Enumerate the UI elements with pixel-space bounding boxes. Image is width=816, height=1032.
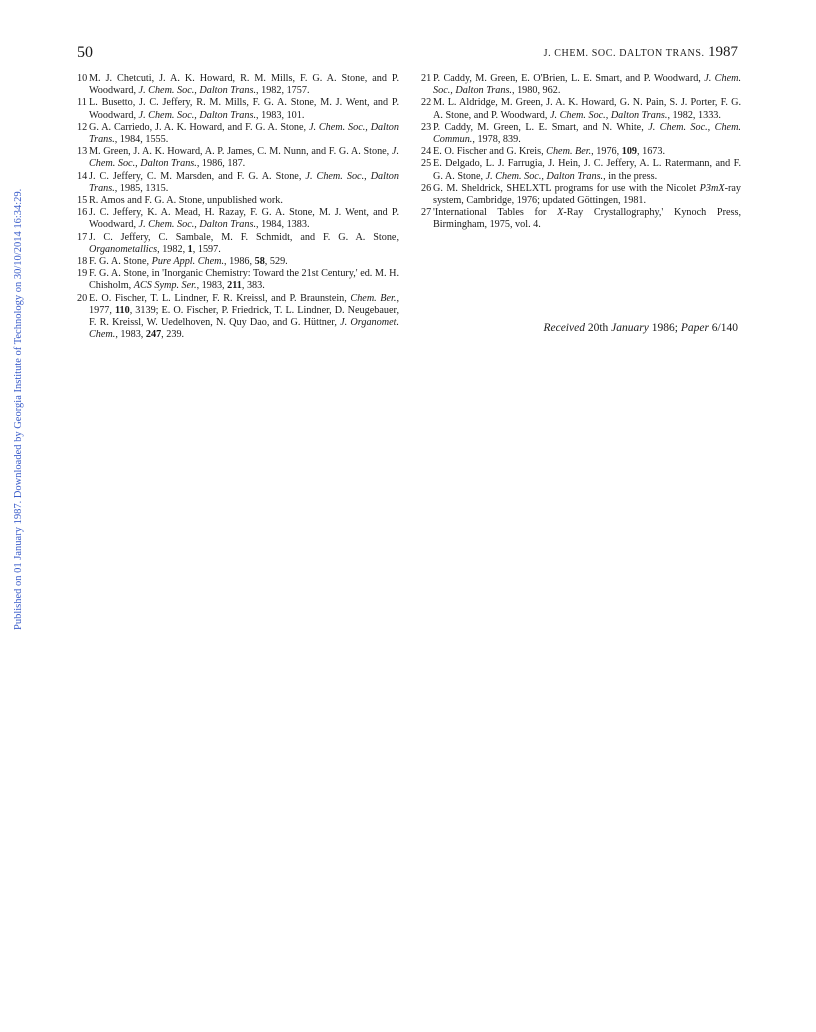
reference-volume: 211 xyxy=(227,280,242,292)
reference-number: 19 xyxy=(77,268,88,280)
reference-authors: J. C. Jeffery, C. Sambale, M. F. Schmidt, and F. G. A. Stone, xyxy=(89,231,399,243)
reference-item xyxy=(77,207,399,231)
reference-journal: J. Chem. Soc., Dalton Trans. xyxy=(89,146,399,170)
reference-number: 22 xyxy=(421,97,432,109)
reference-authors: 'International Tables for xyxy=(433,207,558,219)
reference-details: , 239. xyxy=(161,329,185,341)
reference-authors: J. C. Jeffery, K. A. Mead, H. Razay, F. G. A. Stone, M. J. Went, and P. Woodward, xyxy=(89,207,399,231)
reference-number: 15 xyxy=(77,195,88,207)
reference-item xyxy=(77,232,399,256)
reference-journal: J. Chem. Soc., Chem. Commun. xyxy=(433,121,741,146)
reference-details: -ray system, Cambridge, 1976; updated Göttingen, 1981. xyxy=(433,182,741,207)
paper-id: 6/140 xyxy=(711,322,738,334)
reference-number: 26 xyxy=(421,182,432,194)
reference-details: , 1983, xyxy=(115,329,146,341)
reference-number: 12 xyxy=(77,121,88,133)
reference-journal: J. Chem. Soc., Dalton Trans. xyxy=(89,121,399,146)
reference-italic: X xyxy=(718,182,725,194)
reference-item xyxy=(421,73,741,97)
reference-item xyxy=(421,207,741,231)
reference-journal: J. Organomet. Chem. xyxy=(89,317,399,341)
reference-item xyxy=(421,146,741,158)
reference-details: , 1978, 839. xyxy=(472,134,521,146)
reference-number: 16 xyxy=(77,207,88,219)
reference-details: , 1673. xyxy=(637,146,666,158)
reference-item xyxy=(77,97,399,121)
reference-item xyxy=(77,171,399,195)
reference-authors: G. A. Carriedo, J. A. K. Howard, and F. G. A. Stone, xyxy=(89,121,309,133)
reference-journal: ACS Symp. Ser. xyxy=(133,280,197,292)
reference-item xyxy=(421,158,741,182)
reference-item xyxy=(421,97,741,121)
reference-journal: P3m xyxy=(699,182,719,194)
reference-journal: J. Chem. Soc., Dalton Trans. xyxy=(138,219,256,231)
reference-volume: 110 xyxy=(114,304,130,316)
reference-authors: L. Busetto, J. C. Jeffery, R. M. Mills, F. G. A. Stone, M. J. Went, and P. Woodward, xyxy=(89,97,399,121)
reference-authors: E. O. Fischer and G. Kreis, xyxy=(433,146,547,158)
reference-number: 13 xyxy=(77,146,88,158)
reference-authors: M. Green, J. A. K. Howard, A. P. James, C. M. Nunn, and F. G. A. Stone, xyxy=(89,146,392,158)
reference-number: 10 xyxy=(77,73,88,84)
reference-volume: 247 xyxy=(145,329,162,341)
reference-details: , 1982, xyxy=(157,243,188,255)
reference-details: , 1986, xyxy=(224,256,255,268)
reference-authors: M. L. Aldridge, M. Green, J. A. K. Howard, G. N. Pain, S. J. Porter, F. G. A. Stone, and P. Woodward, xyxy=(433,97,741,121)
reference-item xyxy=(77,73,399,97)
reference-details: -Ray Crystallography,' Kynoch Press, Birmingham, 1975, vol. 4. xyxy=(433,207,741,231)
reference-journal: J. Chem. Soc., Dalton Trans. xyxy=(138,109,256,121)
reference-details: , 1976, xyxy=(591,146,622,158)
reference-number: 23 xyxy=(421,121,432,133)
reference-number: 27 xyxy=(421,207,432,219)
received-month: January xyxy=(611,322,649,334)
reference-authors: F. G. A. Stone, xyxy=(89,256,152,268)
reference-details: , 1977, xyxy=(89,292,399,316)
reference-authors: G. M. Sheldrick, SHELXTL programs for use with the Nicolet xyxy=(433,182,700,194)
reference-details: , 3139; E. O. Fischer, P. Friedrick, T. L. Lindner, D. Neugebauer, F. R. Kreissl, W. Uedelhoven, N. Quy Dao, and G. Hüttner, xyxy=(89,304,399,329)
reference-journal: Chem. Ber. xyxy=(546,146,592,158)
page-number: 50 xyxy=(77,44,93,61)
reference-details: , 383. xyxy=(241,280,265,292)
reference-authors: E. O. Fischer, T. L. Lindner, F. R. Kreissl, and P. Braunstein, xyxy=(89,292,351,304)
reference-number: 14 xyxy=(77,170,88,182)
reference-journal: Chem. Ber. xyxy=(350,292,397,304)
reference-journal: J. Chem. Soc., Dalton Trans. xyxy=(550,109,668,121)
reference-item xyxy=(77,256,399,268)
reference-number: 25 xyxy=(421,158,432,170)
reference-journal: Organometallics xyxy=(89,243,158,255)
reference-authors: P. Caddy, M. Green, E. O'Brien, L. E. Smart, and P. Woodward, xyxy=(433,73,705,84)
reference-item xyxy=(77,293,399,342)
reference-details: , 1980, 962. xyxy=(511,85,561,97)
references-left-column xyxy=(77,73,399,341)
received-date: 20th xyxy=(587,322,609,334)
received-label: Received xyxy=(543,322,585,334)
reference-number: 11 xyxy=(77,97,87,109)
reference-number: 18 xyxy=(77,256,88,268)
reference-details: , 1982, 1757. xyxy=(256,85,310,97)
journal-year: 1987 xyxy=(708,44,738,60)
reference-journal: J. Chem. Soc., Dalton Trans. xyxy=(138,85,256,97)
reference-journal: Pure Appl. Chem. xyxy=(151,256,225,268)
reference-volume: 58 xyxy=(254,256,265,268)
reference-item xyxy=(77,195,399,207)
reference-details: , 1986, 187. xyxy=(196,158,246,170)
reference-volume: 1 xyxy=(187,243,193,255)
reference-number: 21 xyxy=(421,73,432,84)
reference-details: , 1984, 1383. xyxy=(256,219,310,231)
reference-authors: J. C. Jeffery, C. M. Marsden, and F. G. A. Stone, xyxy=(89,170,306,182)
reference-details: , 1983, xyxy=(196,280,228,292)
reference-details: , 1984, 1555. xyxy=(114,134,169,146)
reference-journal: J. Chem. Soc., Dalton Trans. xyxy=(89,170,399,194)
journal-name: J. CHEM. SOC. DALTON TRANS. xyxy=(543,48,705,59)
reference-details: , 529. xyxy=(264,256,288,268)
reference-authors: R. Amos and F. G. A. Stone, unpublished work. xyxy=(89,195,283,207)
reference-details: , 1982, 1333. xyxy=(667,109,721,121)
reference-details: , in the press. xyxy=(603,170,658,182)
received-line xyxy=(543,322,738,334)
journal-header xyxy=(544,44,738,61)
reference-item xyxy=(77,122,399,146)
reference-details: , 1983, 101. xyxy=(256,109,305,121)
received-year: 1986; xyxy=(651,322,678,334)
paper-label: Paper xyxy=(680,322,709,334)
reference-details: , 1985, 1315. xyxy=(114,182,169,194)
reference-authors: E. Delgado, L. J. Farrugia, J. Hein, J. C. Jeffery, A. L. Ratermann, and F. G. A. Stone, xyxy=(433,158,741,182)
reference-volume: 109 xyxy=(621,146,638,158)
reference-item xyxy=(421,183,741,207)
reference-details: , 1597. xyxy=(192,243,221,255)
reference-authors: M. J. Chetcuti, J. A. K. Howard, R. M. Mills, F. G. A. Stone, and P. Woodward, xyxy=(89,73,399,97)
reference-authors: P. Caddy, M. Green, L. E. Smart, and N. White, xyxy=(433,121,649,133)
reference-journal: J. Chem. Soc., Dalton Trans. xyxy=(485,170,604,182)
watermark: Published on 01 January 1987. Downloaded by Georgia Institute of Technology on 30/10/2014 16:34:29. xyxy=(13,188,24,630)
reference-journal: J. Chem. Soc., Dalton Trans. xyxy=(433,73,741,97)
references-right-column xyxy=(421,73,741,232)
reference-authors: F. G. A. Stone, in 'Inorganic Chemistry: Toward the 21st Century,' ed. M. H. Chisholm, xyxy=(89,268,399,292)
reference-item xyxy=(77,146,399,170)
reference-journal: X xyxy=(557,207,564,219)
reference-item xyxy=(77,268,399,292)
reference-item xyxy=(421,122,741,146)
reference-number: 17 xyxy=(77,231,88,243)
reference-number: 20 xyxy=(77,292,88,304)
reference-number: 24 xyxy=(421,146,432,158)
